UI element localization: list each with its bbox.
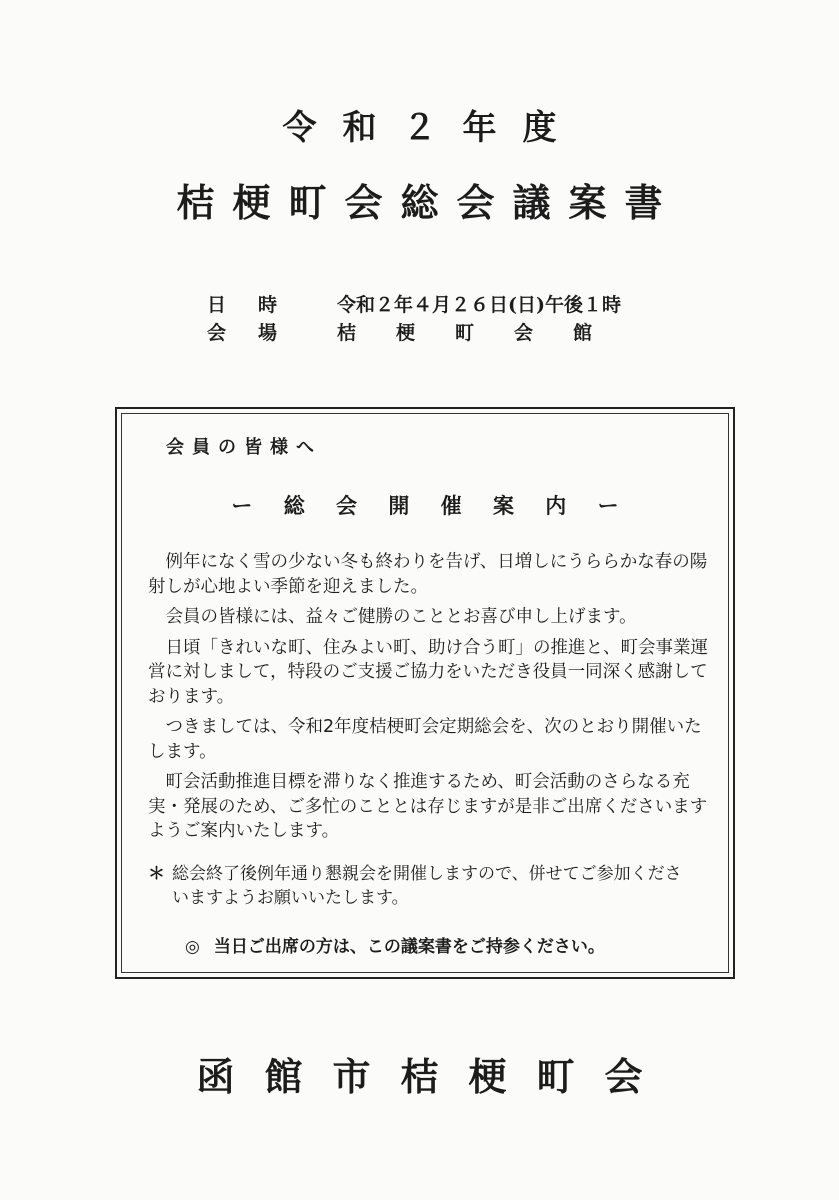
- organization-name: 函館市桔梗町会: [196, 1054, 673, 1099]
- year-title: 令和２年度: [282, 108, 583, 148]
- date-value: 令和２年４月２６日(日)午後１時: [337, 294, 621, 316]
- reception-note: [148, 862, 688, 910]
- paragraph: 会員の皆様には、益々ご健勝のこととお喜び申し上げます。: [165, 607, 637, 627]
- meeting-venue: [207, 318, 632, 345]
- main-title: 桔梗町会総会議案書: [176, 180, 681, 225]
- instruction-text: 当日ご出席の方は、この議案書をご持参ください。: [213, 937, 605, 957]
- paragraph: 例年になく雪の少ない冬も終わりを告げ、日増しにうららかな春の陽射しが心地よい季節を迎えました。: [148, 552, 708, 597]
- paragraph: 町会活動推進目標を滞りなく推進するため、町会活動のさらなる充実・発展のため、ご多忙のこととは存じますが是非ご出席くださいますようご案内いたします。: [148, 772, 708, 841]
- greeting: 会員の皆様へ: [166, 437, 322, 458]
- venue-label: 会場: [207, 322, 310, 344]
- note-text: 総会終了後例年通り懇親会を開催しますので、併せてご参加くださいますようお願いいたします。: [172, 864, 682, 908]
- date-label: 日時: [207, 294, 310, 316]
- notice-title: ー 総 会 開 催 案 内 ー: [231, 494, 631, 518]
- notice-body: [148, 550, 708, 850]
- double-circle-icon: ◎: [185, 937, 200, 957]
- meeting-date: [207, 290, 621, 317]
- instruction: [185, 932, 605, 957]
- paragraph: つきましては、令和2年度桔梗町会定期総会を、次のとおり開催いたします。: [148, 717, 702, 762]
- paragraph: 日頃「きれいな町、住みよい町、助け合う町」の推進と、町会事業運営に対しまして，特段のご支援ご協力をいただき役員一同深く感謝しております。: [148, 637, 708, 707]
- venue-value: 桔梗町会館: [337, 322, 633, 344]
- asterisk-icon: ＊: [148, 864, 165, 884]
